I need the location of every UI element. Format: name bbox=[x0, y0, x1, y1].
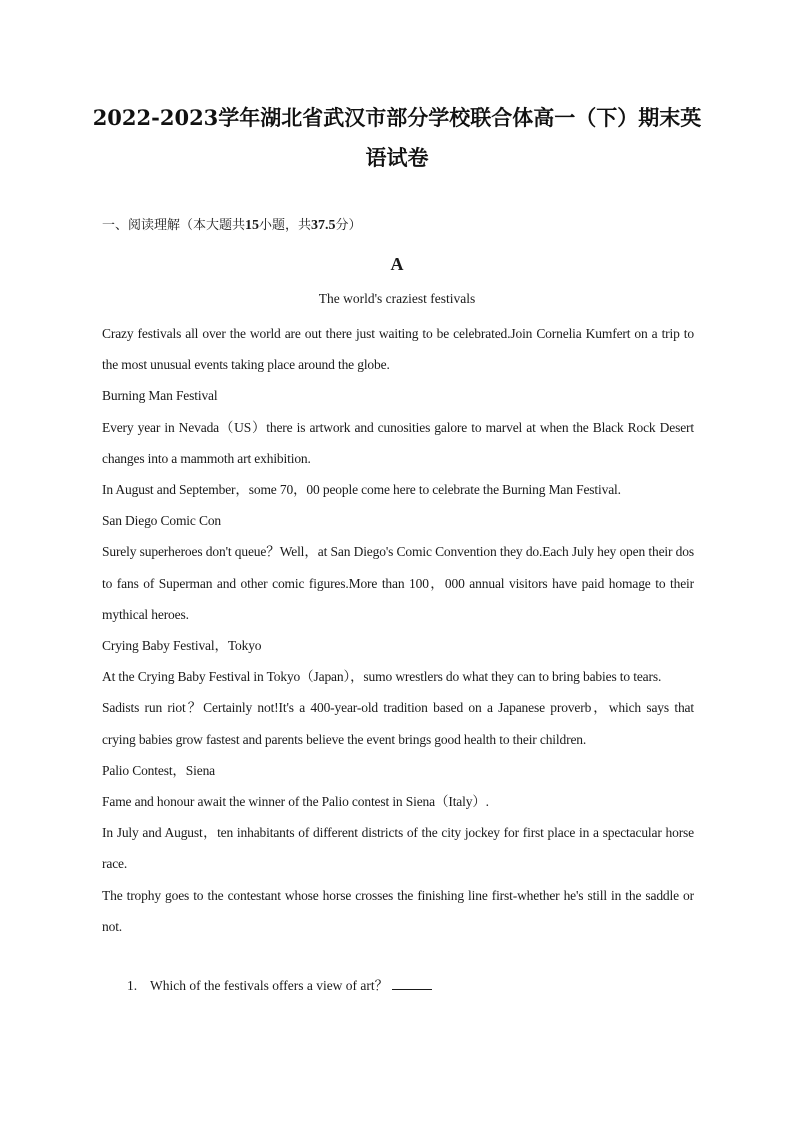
passage-paragraph: Every year in Nevada（US）there is artwork and cunosities galore to marvel at when the Black Rock Desert changes into a mammoth art exhibition. bbox=[102, 419, 694, 466]
passage-paragraph: Sadists run riot？Certainly not!It's a 400-year-old tradition based on a Japanese proverb，which says that crying babies grow fastest and parents believe the event brings good health to their children. bbox=[102, 700, 694, 747]
passage-paragraph-intro: Crazy festivals all over the world are out there just waiting to be celebrated.Join Cornelia Kumfert on a trip to the most unusual events taking place around the globe. bbox=[102, 326, 694, 373]
exam-title bbox=[0, 98, 794, 178]
question-text: Which of the festivals offers a view of art？ bbox=[150, 978, 389, 993]
question-item bbox=[127, 975, 432, 996]
festival-heading-burning-man: Burning Man Festival bbox=[102, 388, 218, 404]
passage-letter: A bbox=[390, 254, 404, 274]
festival-heading-crying-baby: Crying Baby Festival，Tokyo bbox=[102, 638, 262, 654]
section-heading-suffix: 分） bbox=[335, 218, 362, 233]
passage-paragraph: Surely superheroes don't queue？Well，at San Diego's Comic Convention they do.Each July hey open their dos to fans of Superman and other comic figures.More than 100，000 annual visitors have paid homage to their mythical heroes. bbox=[102, 544, 694, 622]
passage-paragraph: The trophy goes to the contestant whose horse crosses the finishing line first-whether he's still in the saddle or not. bbox=[102, 887, 694, 934]
answer-blank[interactable] bbox=[392, 975, 432, 990]
passage-paragraph: In August and September，some 70，00 people come here to celebrate the Burning Man Festival. bbox=[102, 482, 621, 498]
section-heading-prefix: 一、阅读理解（本大题共 bbox=[102, 218, 246, 233]
passage-title: The world's craziest festivals bbox=[318, 291, 476, 306]
section-heading bbox=[102, 217, 362, 235]
question-number: 1. bbox=[127, 978, 138, 993]
festival-heading-comic-con: San Diego Comic Con bbox=[102, 513, 222, 529]
passage-paragraph: Fame and honour await the winner of the Palio contest in Siena（Italy）. bbox=[102, 794, 489, 810]
passage-paragraph: In July and August，ten inhabitants of different districts of the city jockey for first place in a spectacular horse race. bbox=[102, 825, 694, 872]
festival-heading-palio: Palio Contest，Siena bbox=[102, 762, 216, 778]
section-question-count: 15 bbox=[245, 218, 260, 233]
section-heading-middle: 小题，共 bbox=[259, 218, 312, 233]
passage-paragraph: At the Crying Baby Festival in Tokyo（Japan），sumo wrestlers do what they can to bring babies to tears. bbox=[102, 669, 662, 685]
exam-title-line-2: 语试卷 bbox=[365, 145, 429, 170]
section-total-points: 37.5 bbox=[311, 218, 336, 233]
exam-title-line-1: 2022-2023学年湖北省武汉市部分学校联合体高一（下）期末英 bbox=[92, 105, 702, 130]
passage-body bbox=[102, 318, 694, 942]
